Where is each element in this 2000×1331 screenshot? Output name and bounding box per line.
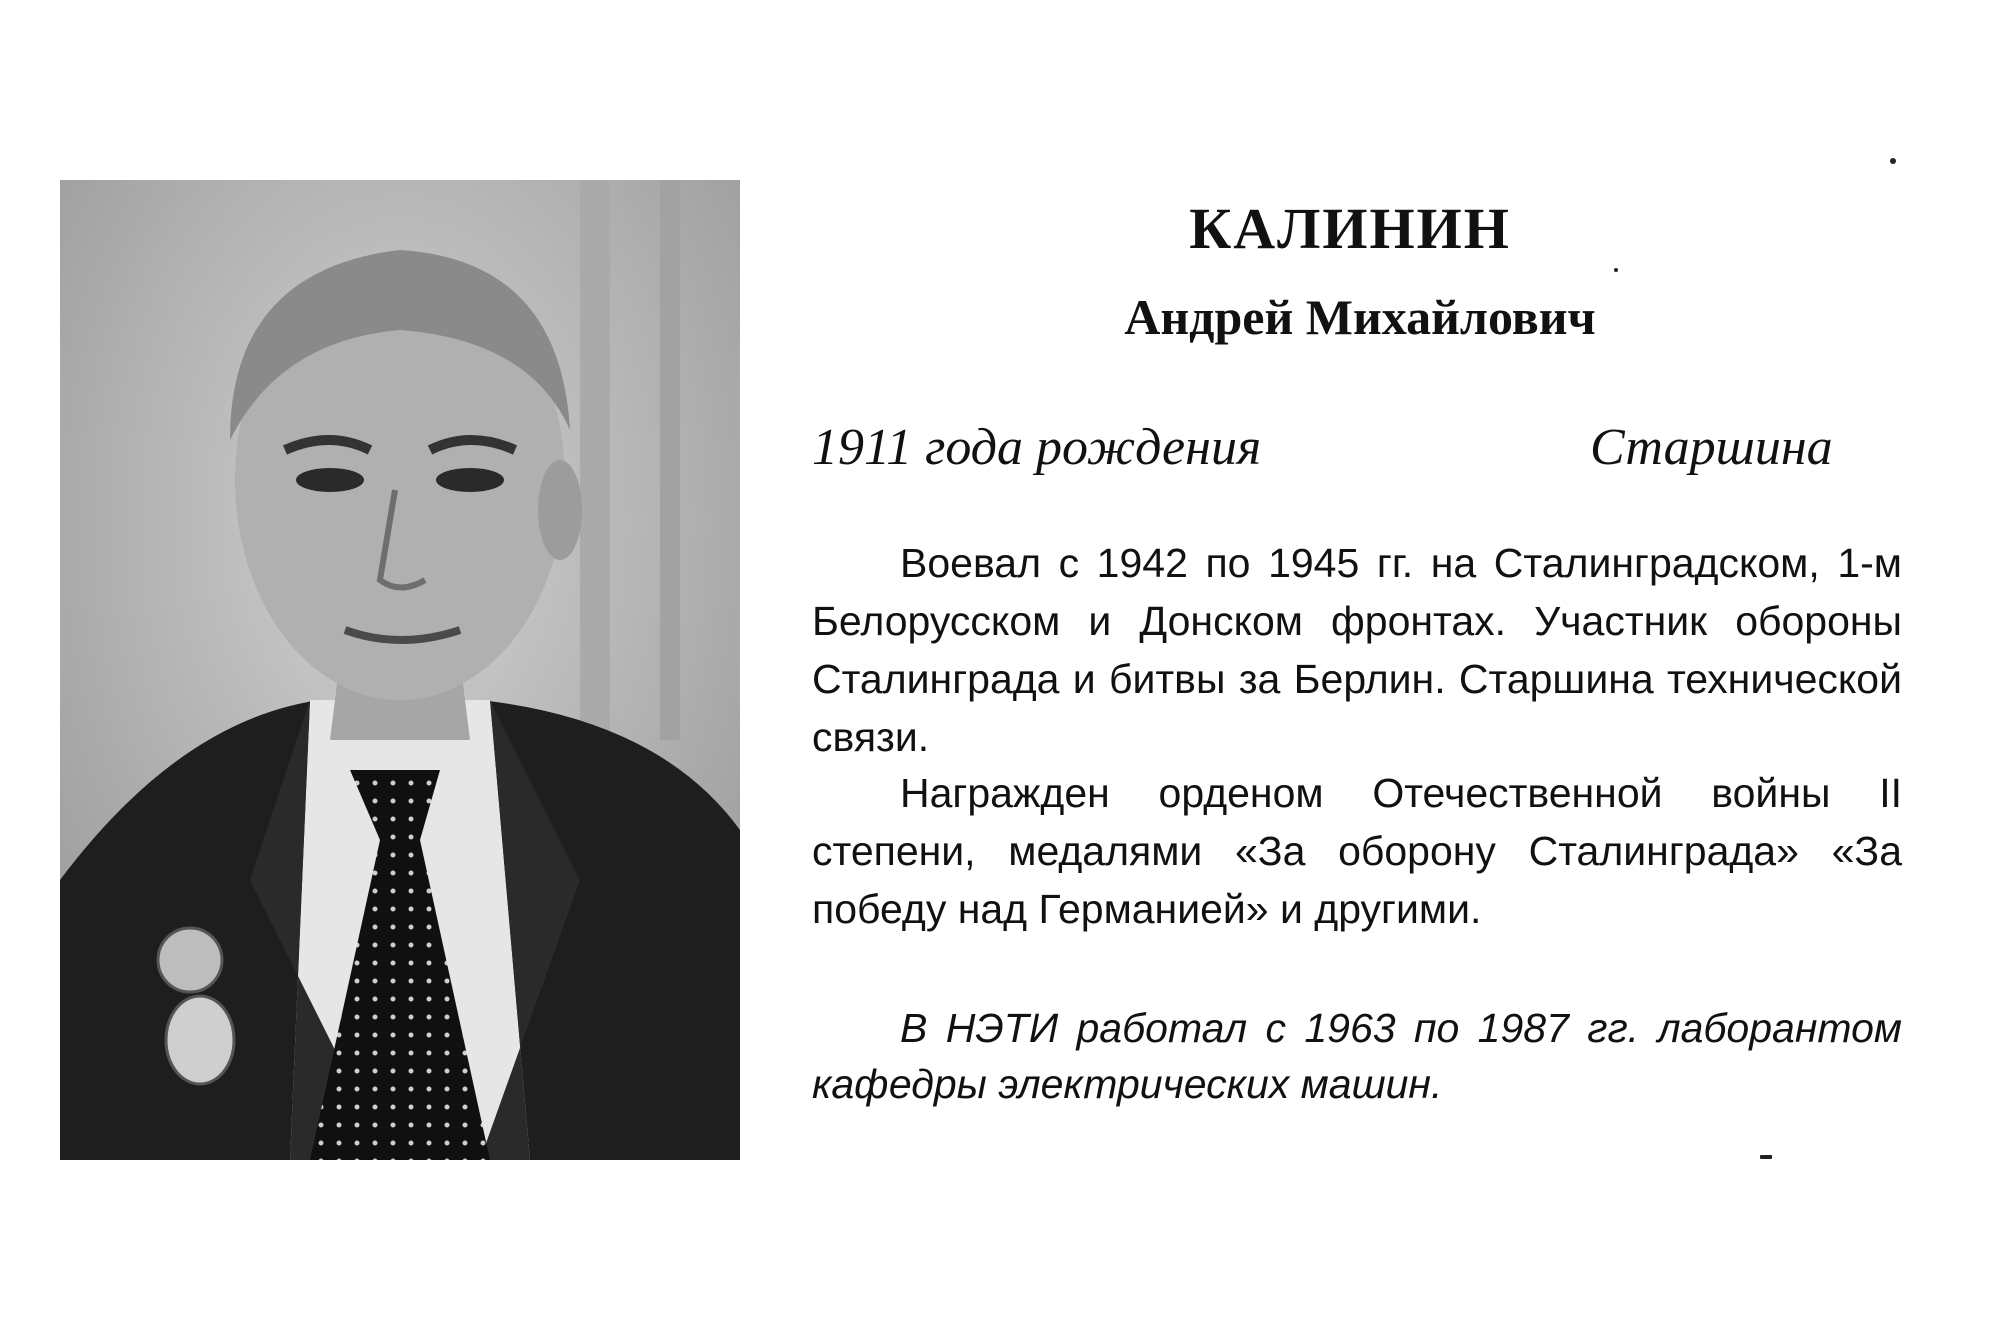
service-paragraph: Воевал с 1942 по 1945 гг. на Сталинградском, 1-м Белорусском и Донском фронтах. Участник обороны Сталинграда и битвы за Берлин. Старшина технической связи.	[812, 540, 1902, 760]
surname-heading: КАЛИНИН	[1189, 196, 1511, 261]
portrait-photo	[60, 180, 740, 1160]
scan-speck	[1890, 158, 1896, 164]
work-paragraph: В НЭТИ работал с 1963 по 1987 гг. лаборантом кафедры электрических машин.	[812, 1005, 1902, 1107]
scan-speck	[1614, 268, 1618, 272]
scan-speck	[1760, 1155, 1772, 1159]
rank-text: Старшина	[1590, 419, 1833, 476]
given-names-heading: Андрей Михайлович	[1124, 289, 1596, 345]
awards-paragraph: Награжден орденом Отечественной войны II степени, медалями «За оборону Сталинграда» «За победу над Германией» и другими.	[812, 770, 1902, 932]
medal	[166, 996, 234, 1084]
medal	[158, 928, 222, 992]
portrait-image	[60, 180, 740, 1160]
birth-year-text: 1911 года рождения	[812, 419, 1262, 476]
